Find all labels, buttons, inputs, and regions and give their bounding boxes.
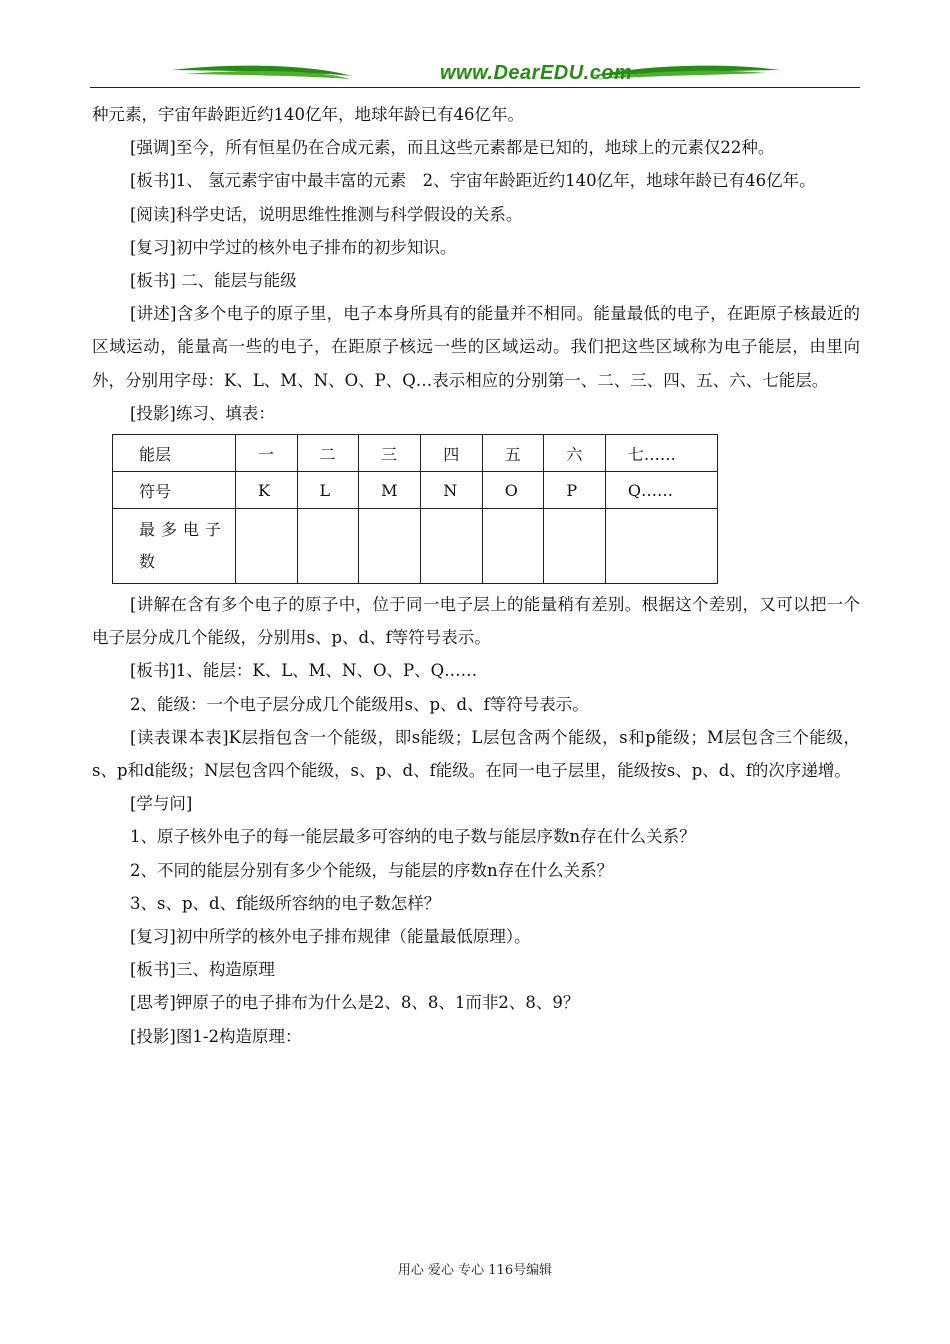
energy-level-table — [112, 434, 718, 584]
table-cell — [605, 509, 717, 584]
paragraph: [复习]初中所学的核外电子排布规律（能量最低原理）。 — [130, 927, 531, 947]
paragraph: 2、能级：一个电子层分成几个能级用s、p、d、f等符号表示。 — [130, 694, 589, 714]
paragraph: 1、原子核外电子的每一能层最多可容纳的电子数与能层序数n存在什么关系？ — [130, 827, 696, 847]
site-logo-text: www.DearEDU.com — [440, 62, 633, 84]
table-cell: 七…… — [605, 435, 717, 472]
page-header — [90, 58, 860, 92]
table-cell: M — [359, 472, 421, 509]
table-row — [113, 435, 718, 472]
paragraph: [学与问] — [130, 794, 193, 814]
table-cell: K — [236, 472, 298, 509]
page-footer: 用心 爱心 专心 116号编辑 — [397, 1263, 553, 1278]
table-row-label: 能层 — [113, 435, 236, 472]
table-cell: N — [421, 472, 483, 509]
table-row-label: 符号 — [113, 472, 236, 509]
table-cell: Q…… — [605, 472, 717, 509]
table-cell: P — [544, 472, 606, 509]
paragraph: [思考]钾原子的电子排布为什么是2、8、8、1而非2、8、9？ — [130, 993, 580, 1013]
paragraph: 2、不同的能层分别有多少个能级，与能层的序数n存在什么关系？ — [130, 860, 614, 880]
table-cell — [297, 509, 359, 584]
table-row — [113, 472, 718, 509]
table-cell — [544, 509, 606, 584]
paragraph: 种元素，宇宙年龄距近约140亿年，地球年龄已有46亿年。 — [92, 105, 524, 124]
table-cell: 二 — [297, 435, 359, 472]
table-row-label: 最多电子数 — [113, 509, 236, 584]
table-cell: 六 — [544, 435, 606, 472]
table-cell — [236, 509, 298, 584]
paragraph: [板书] 二、能层与能级 — [130, 271, 297, 291]
document-body — [92, 98, 860, 1053]
table-cell: 四 — [421, 435, 483, 472]
paragraph: [投影]图1-2构造原理： — [130, 1026, 302, 1046]
table-cell: O — [482, 472, 544, 509]
table-row — [113, 509, 718, 584]
table-cell: 三 — [359, 435, 421, 472]
table-cell — [421, 509, 483, 584]
table-cell — [359, 509, 421, 584]
paragraph: [复习]初中学过的核外电子排布的初步知识。 — [130, 237, 457, 257]
paragraph: [投影]练习、填表： — [130, 403, 275, 423]
table-cell: 一 — [236, 435, 298, 472]
paragraph: [阅读]科学史话，说明思维性推测与科学假设的关系。 — [130, 204, 523, 224]
table-cell — [482, 509, 544, 584]
header-rule — [90, 87, 860, 88]
table-cell: 五 — [482, 435, 544, 472]
paragraph: [板书]1、 氢元素宇宙中最丰富的元素 2、宇宙年龄距近约140亿年，地球年龄已有46亿年。 — [130, 171, 816, 191]
paragraph: [强调]至今，所有恒星仍在合成元素，而且这些元素都是已知的，地球上的元素仅22种。 — [130, 138, 775, 158]
paragraph: [讲解在含有多个电子的原子中，位于同一电子层上的能量稍有差别。根据这个差别，又可以把一个电子层分成几个能级，分别用s、p、d、f等符号表示。 — [92, 595, 860, 648]
paragraph: [板书]三、构造原理 — [130, 960, 275, 980]
table-cell: L — [297, 472, 359, 509]
paragraph: 3、s、p、d、f能级所容纳的电子数怎样？ — [130, 893, 441, 913]
paragraph: [板书]1、能层：K、L、M、N、O、P、Q…… — [130, 661, 478, 681]
paragraph: [读表课本表]K层指包含一个能级，即s能级；L层包含两个能级，s和p能级；M层包含三个能级，s、p和d能级；N层包含四个能级，s、p、d、f能级。在同一电子层里，能级按s、p、d、f的次序递增。 — [92, 727, 860, 781]
paragraph: [讲述]含多个电子的原子里，电子本身所具有的能量并不相同。能量最低的电子，在距原子核最近的区域运动，能量高一些的电子，在距原子核远一些的区域运动。我们把这些区域称为电子能层，由里向外，分别用字母：K、L、M、N、O、P、Q…表示相应的分别第一、二、三、四、五、六、七能层。 — [92, 304, 860, 390]
